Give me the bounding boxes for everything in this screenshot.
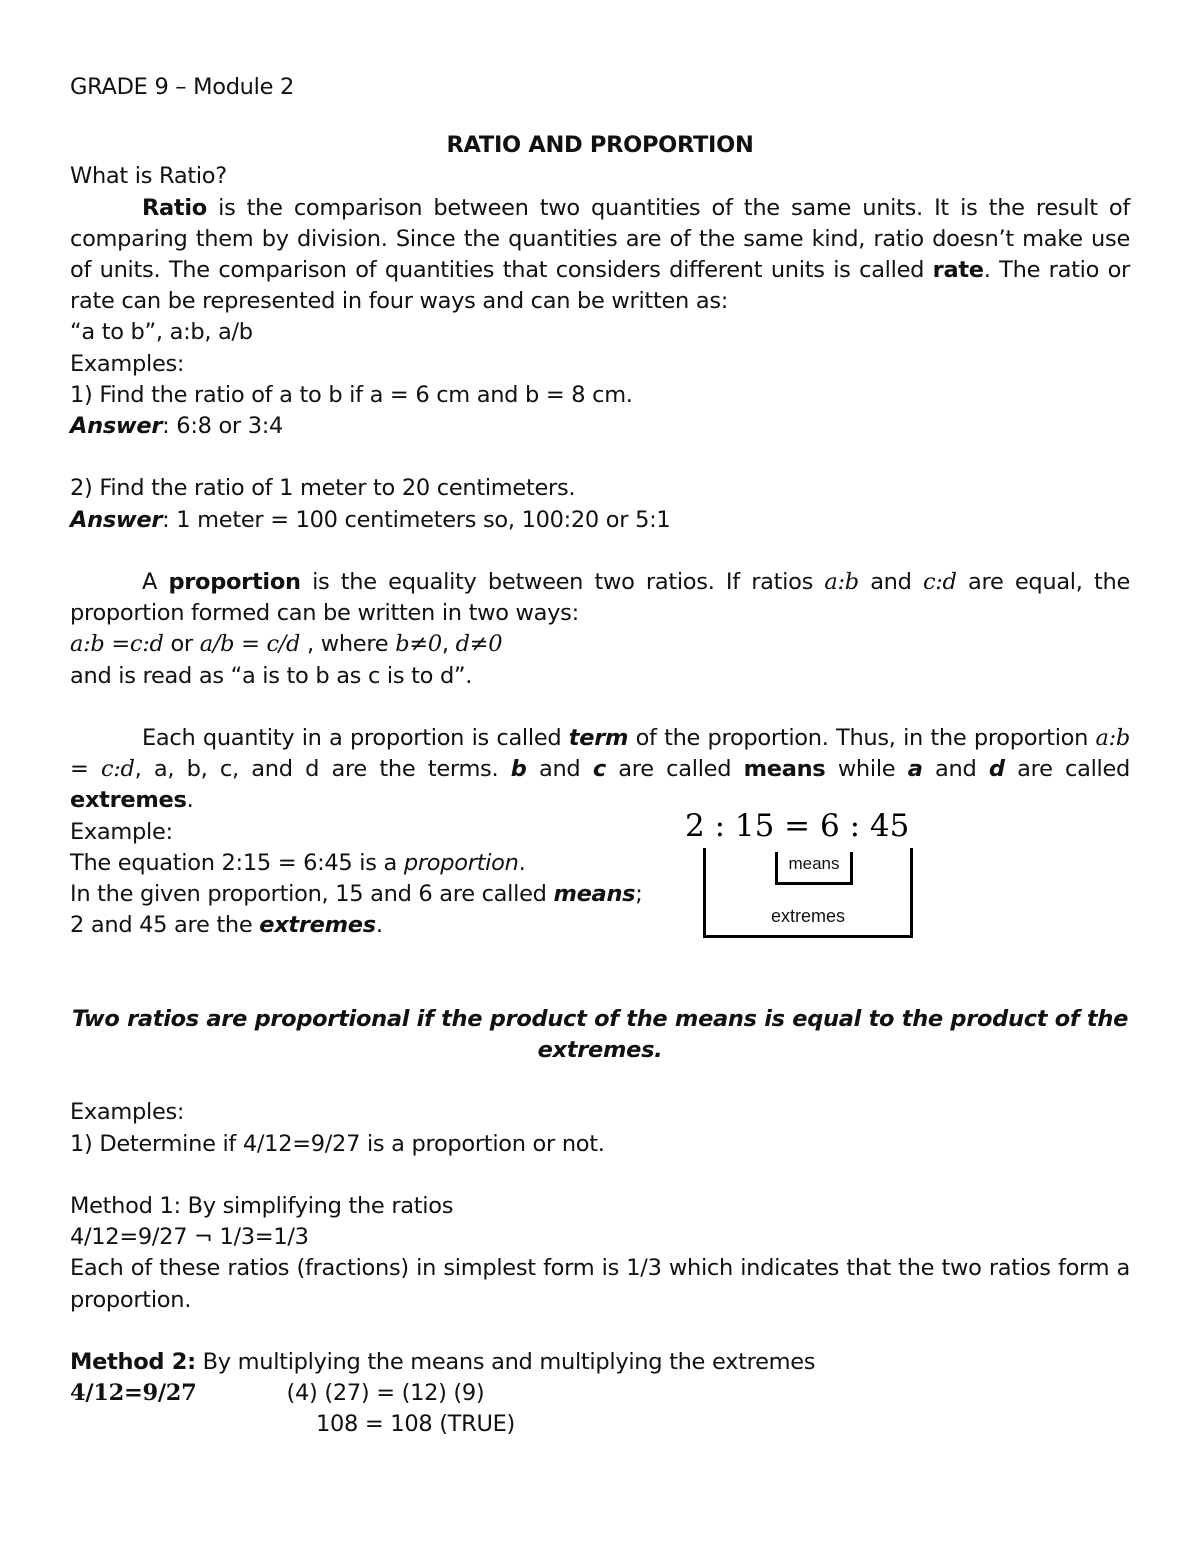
proportion-read-as: and is read as “a is to b as c is to d”. [70,662,473,689]
means-extremes-diagram [685,808,935,943]
ratio-question: What is Ratio? [70,163,227,190]
proportion-forms: a:b =c:d or a/b = c/d , where b≠0, d≠0 [70,631,503,658]
terms-line2: = c:d, a, b, c, and d are the terms. b and c are called means while a and d are called extremes. [70,756,1131,814]
proportion-definition-line2: proportion formed can be written in two ways: [70,600,579,627]
ratio-definition-line4: rate can be represented in four ways and can be written as: [70,288,729,315]
means-label: means [788,854,840,873]
ratio-definition-line2: comparing them by division. Since the quantities are of the same kind, ratio doesn’t make use [70,225,1130,252]
document-title: RATIO AND PROPORTION [446,132,754,159]
extremes-bracket-bottom [703,935,913,938]
example1-question: 1) Find the ratio of a to b if a = 6 cm and b = 8 cm. [70,381,633,408]
ratio-definition-line1: Ratio is the comparison between two quantities of the same units. It is the result of [142,194,1130,221]
example-means-line: In the given proportion, 15 and 6 are called means; [70,881,643,908]
method1-equation: 4/12=9/27 ¬ 1/3=1/3 [70,1224,309,1251]
means-bracket [775,852,853,885]
method2-equation-line: 4/12=9/27 (4) (27) = (12) (9) [70,1380,485,1407]
module-header: GRADE 9 – Module 2 [70,74,294,100]
extremes-label: extremes [770,906,846,926]
examples2-label: Examples: [70,1099,185,1126]
ratio-definition-line3: of units. The comparison of quantities that considers different units is called rate. The ratio or [70,257,1130,284]
diagram-equation: 2 : 15 = 6 : 45 [685,808,910,844]
method2-title: Method 2: By multiplying the means and multiplying the extremes [70,1349,816,1375]
example2-question: 2) Find the ratio of 1 meter to 20 centimeters. [70,475,576,502]
method1-explanation-line2: proportion. [70,1286,192,1313]
example-extremes-line: 2 and 45 are the extremes. [70,912,383,939]
document-body [70,72,1130,1441]
method1-explanation-line1: Each of these ratios (fractions) in simplest form is 1/3 which indicates that the two ratios form a [70,1255,1130,1282]
ratio-forms: “a to b”, a:b, a/b [70,319,253,346]
proportion-definition-line1: A proportion is the equality between two ratios. If ratios a:b and c:d are equal, the [142,569,1130,596]
proportion-rule-continued: extremes. [537,1037,663,1064]
examples2-question1: 1) Determine if 4/12=9/27 is a proportion or not. [70,1130,605,1157]
example2-answer: Answer: 1 meter = 100 centimeters so, 100:20 or 5:1 [70,506,671,533]
method1-title: Method 1: By simplifying the ratios [70,1193,454,1219]
proportion-rule: Two ratios are proportional if the product of the means is equal to the product of the [71,1005,1129,1032]
examples-label: Examples: [70,350,185,377]
example-equation-line: The equation 2:15 = 6:45 is a proportion. [70,849,526,876]
example-label: Example: [70,818,173,845]
terms-line1: Each quantity in a proportion is called term of the proportion. Thus, in the proportion a:b [142,725,1130,752]
example1-answer: Answer: 6:8 or 3:4 [70,413,284,440]
method2-result-line: 108 = 108 (TRUE) [316,1411,516,1438]
